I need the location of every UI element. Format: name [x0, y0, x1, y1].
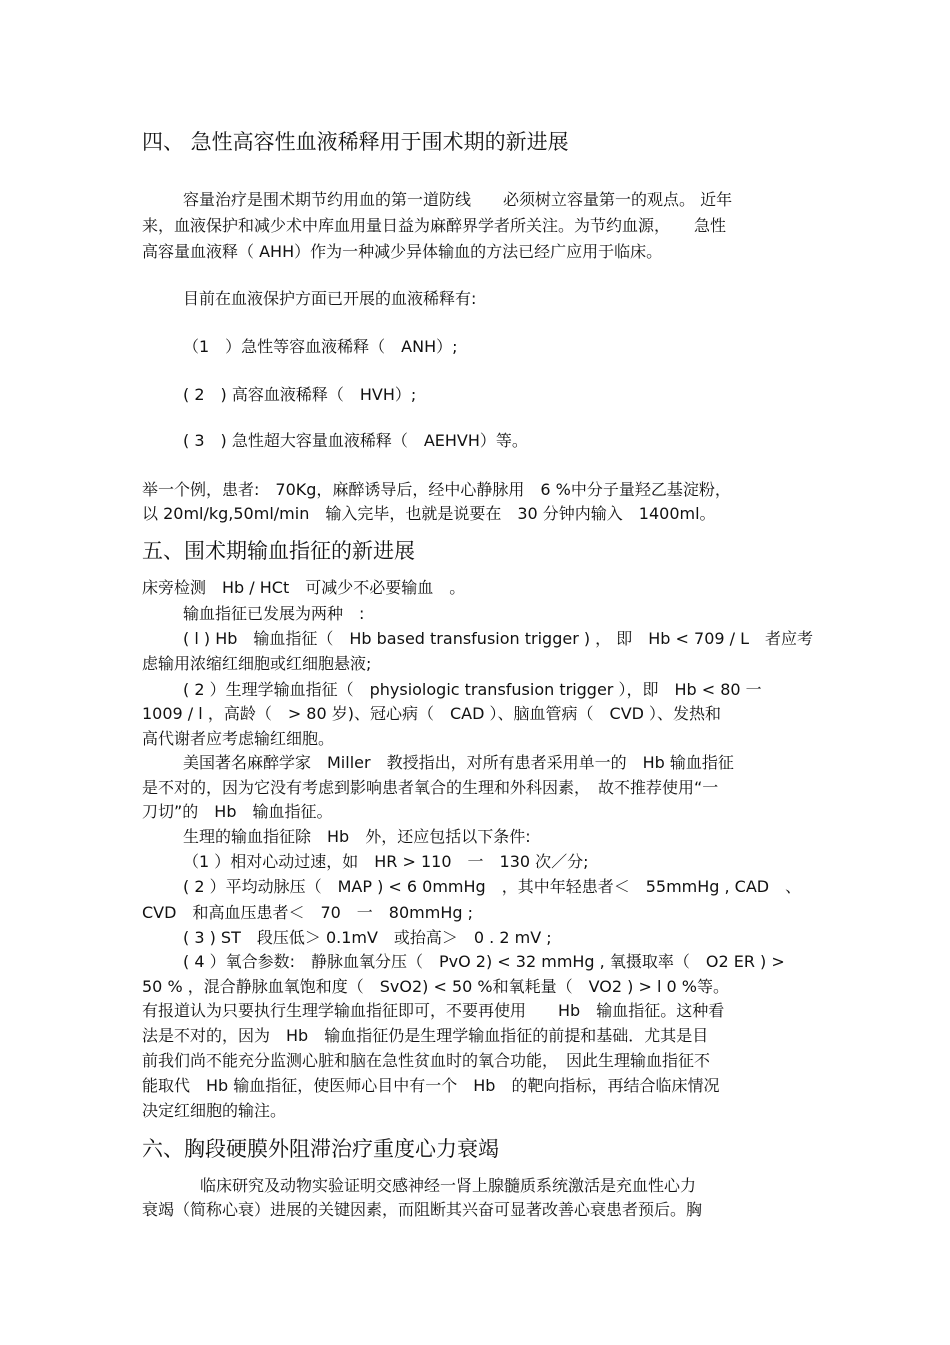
section-heading-6: 六、胸段硬膜外阻滞治疗重度心力衰竭 [142, 1137, 499, 1161]
list-item: 50 % ，混合静脉血氧饱和度（ SvO2) < 50 %和氧耗量（ VO2 ) > l 0 %等。 [142, 977, 729, 996]
paragraph-line: 目前在血液保护方面已开展的血液稀释有: [183, 289, 477, 308]
paragraph-line: 床旁检测 Hb / HCt 可减少不必要输血 。 [142, 578, 466, 597]
list-item: （1 ）相对心动过速，如 HR > 110 一 130 次／分; [183, 852, 589, 871]
paragraph-line: 衰竭（简称心衰）进展的关键因素，而阻断其兴奋可显著改善心衰患者预后。胸 [142, 1200, 703, 1219]
paragraph-line: 虑输用浓缩红细胞或红细胞悬液; [142, 654, 372, 673]
paragraph-line: 决定红细胞的输注。 [142, 1101, 287, 1120]
list-item: ( 3 ) 急性超大容量血液稀释（ AEHVH）等。 [183, 431, 528, 450]
paragraph-line: 临床研究及动物实验证明交感神经一肾上腺髓质系统激活是充血性心力 [200, 1176, 697, 1195]
paragraph-line: 刀切”的 Hb 输血指征。 [142, 802, 333, 821]
paragraph-line: ( 2 ）生理学输血指征（ physiologic transfusion trigger ），即 Hb < 80 一 [183, 680, 762, 699]
list-item: ( 3 ) ST 段压低＞ 0.1mV 或抬高＞ 0 . 2 mV ; [183, 928, 552, 947]
paragraph-line: 1009 / l ，高龄（ > 80 岁)、冠心病（ CAD ）、脑血管病（ CVD ）、发热和 [142, 704, 722, 723]
list-item: ( 4 ）氧合参数: 静脉血氧分压（ PvO 2) < 32 mmHg , 氧摄取率（ O2 ER ) > [183, 952, 785, 971]
paragraph-line: 能取代 Hb 输血指征，使医师心目中有一个 Hb 的靶向指标，再结合临床情况 [142, 1076, 720, 1095]
paragraph-line: 生理的输血指征除 Hb 外，还应包括以下条件: [183, 827, 531, 846]
paragraph-line: 高代谢者应考虑输红细胞。 [142, 729, 335, 748]
paragraph-line: 来，血液保护和减少术中库血用量日益为麻醉界学者所关注。为节约血源， 急性 [142, 216, 727, 235]
paragraph-line: 容量治疗是围术期节约用血的第一道防线 必须树立容量第一的观点。 近年 [183, 190, 733, 209]
paragraph-line: 是不对的，因为它没有考虑到影响患者氧合的生理和外科因素， 故不推荐使用“一 [142, 778, 719, 797]
section-heading-4: 四、 急性高容性血液稀释用于围术期的新进展 [142, 130, 569, 154]
paragraph-line: 举一个例，患者: 70Kg，麻醉诱导后，经中心静脉用 6 %中分子量羟乙基淀粉， [142, 480, 731, 499]
list-item: （1 ）急性等容血液稀释（ ANH）; [183, 337, 458, 356]
section-heading-5: 五、围术期输血指征的新进展 [142, 539, 415, 563]
paragraph-line: 高容量血液释（ AHH）作为一种减少异体输血的方法已经广应用于临床。 [142, 242, 663, 261]
paragraph-line: 以 20ml/kg,50ml/min 输入完毕，也就是说要在 30 分钟内输入 1400ml。 [142, 504, 716, 523]
paragraph-line: 输血指征已发展为两种 : [183, 604, 365, 623]
list-item: CVD 和高血压患者＜ 70 一 80mmHg ; [142, 903, 473, 922]
paragraph-line: 法是不对的，因为 Hb 输血指征仍是生理学输血指征的前提和基础．尤其是目 [142, 1026, 709, 1045]
paragraph-line: 前我们尚不能充分监测心脏和脑在急性贫血时的氧合功能， 因此生理输血指征不 [142, 1051, 711, 1070]
list-item: ( 2 ）平均动脉压（ MAP ) < 6 0mmHg ，其中年轻患者＜ 55mmHg , CAD 、 [183, 877, 802, 896]
paragraph-line: ( l ) Hb 输血指征（ Hb based transfusion trigger ) ， 即 Hb < 709 / L 者应考 [183, 629, 814, 648]
paragraph-line: 美国著名麻醉学家 Miller 教授指出，对所有患者采用单一的 Hb 输血指征 [183, 753, 734, 772]
paragraph-line: 有报道认为只要执行生理学输血指征即可，不要再使用 Hb 输血指征。这种看 [142, 1001, 725, 1020]
list-item: ( 2 ) 高容血液稀释（ HVH）; [183, 385, 417, 404]
